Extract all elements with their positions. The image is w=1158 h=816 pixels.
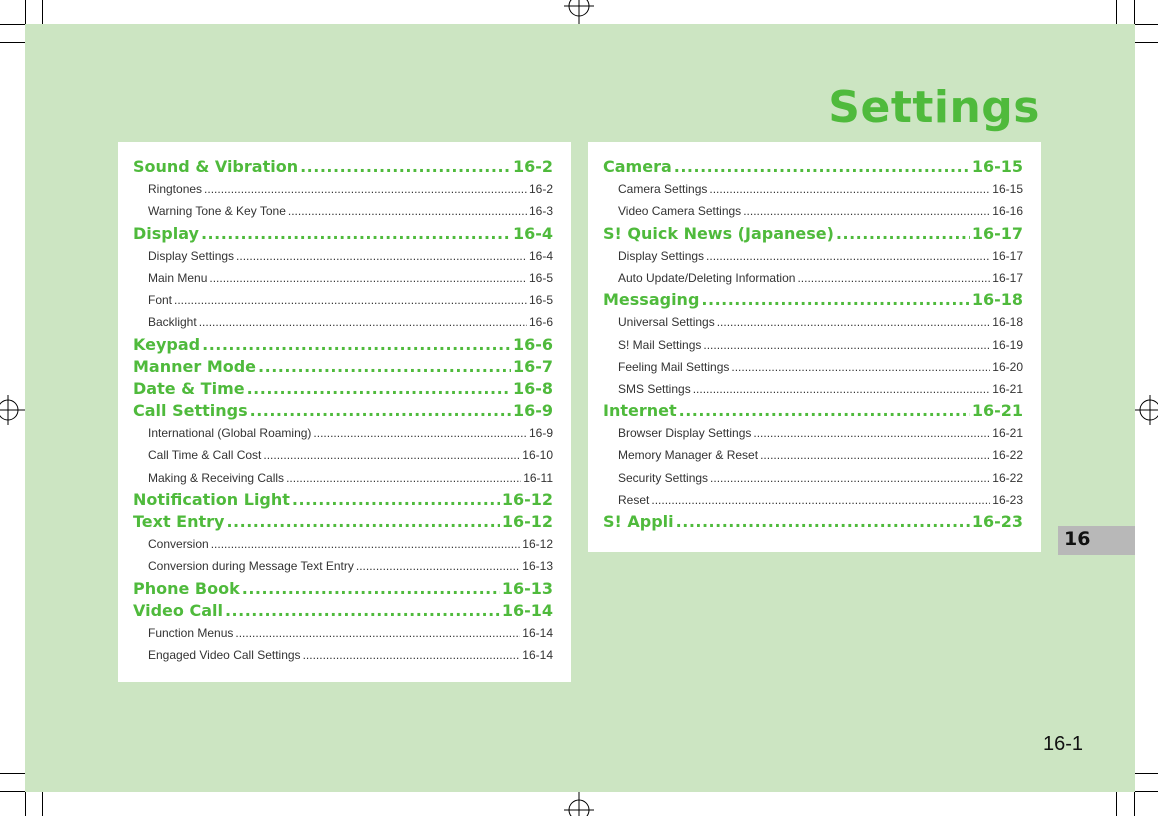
toc-item-label: Conversion during Message Text Entry	[148, 559, 354, 574]
dot-leader	[753, 422, 990, 444]
toc-section-label: Internet	[603, 401, 677, 421]
dot-leader	[235, 622, 520, 644]
dot-leader	[247, 378, 511, 400]
toc-section-label: S! Appli	[603, 512, 674, 531]
toc-page-ref: 16-15	[992, 182, 1023, 197]
toc-page-ref: 16-18	[971, 290, 1023, 310]
toc-section-entry[interactable]	[603, 223, 1023, 245]
toc-page-ref: 16-12	[522, 537, 553, 552]
crop-mark	[1134, 0, 1135, 24]
toc-page-ref: 16-21	[971, 401, 1023, 421]
toc-item-entry[interactable]	[133, 467, 553, 489]
dot-leader	[250, 400, 511, 422]
toc-page-ref: 16-12	[501, 489, 553, 509]
registration-mark-top	[560, 0, 598, 24]
toc-section-entry[interactable]	[133, 156, 553, 178]
crop-mark	[1135, 773, 1158, 774]
toc-page-ref: 16-13	[501, 578, 553, 598]
toc-section-label: Camera	[603, 157, 672, 176]
toc-page-ref: 16-11	[523, 470, 553, 485]
toc-page-ref: 16-2	[512, 157, 553, 176]
toc-page-ref: 16-4	[512, 223, 553, 243]
toc-item-label: Main Menu	[148, 270, 208, 285]
toc-section-label: Keypad	[133, 334, 201, 354]
toc-page-ref: 16-18	[992, 315, 1023, 330]
toc-section-label: Sound & Vibration	[133, 157, 299, 176]
toc-section-label: S! Quick News (Japanese)	[603, 223, 834, 243]
toc-section-label: Manner Mode	[133, 356, 257, 376]
toc-section-entry[interactable]	[133, 334, 553, 356]
toc-item-entry[interactable]	[603, 489, 1023, 511]
toc-item-entry[interactable]	[603, 178, 1023, 200]
dot-leader	[676, 511, 970, 533]
toc-item-entry[interactable]	[133, 267, 553, 289]
dot-leader	[703, 334, 990, 356]
toc-item-label: Reset	[618, 492, 650, 507]
toc-section-entry[interactable]	[133, 400, 553, 422]
toc-page-ref: 16-22	[992, 470, 1023, 485]
toc-page-ref: 16-22	[992, 448, 1023, 463]
toc-page-ref: 16-17	[971, 223, 1023, 243]
toc-page-ref: 16-6	[528, 315, 553, 330]
dot-leader	[709, 178, 990, 200]
toc-page-ref: 16-14	[522, 648, 553, 663]
toc-section-label: Date & Time	[133, 378, 245, 398]
toc-item-entry[interactable]	[133, 622, 553, 644]
toc-page-ref: 16-9	[512, 401, 553, 421]
toc-page-ref: 16-23	[971, 512, 1023, 531]
toc-left-column	[118, 142, 571, 682]
dot-leader	[679, 400, 970, 422]
toc-item-label: Making & Receiving Calls	[148, 470, 285, 485]
toc-section-label: Messaging	[603, 290, 700, 310]
toc-section-label: Phone Book	[133, 578, 240, 598]
chapter-tab	[1058, 526, 1135, 555]
toc-item-entry[interactable]	[603, 467, 1023, 489]
crop-mark	[0, 24, 25, 25]
toc-page-ref: 16-2	[528, 182, 553, 197]
toc-item-label: Camera Settings	[618, 182, 708, 197]
toc-item-label: SMS Settings	[618, 381, 691, 396]
toc-item-entry[interactable]	[133, 444, 553, 466]
toc-page-ref: 16-6	[512, 334, 553, 354]
toc-section-entry[interactable]	[133, 378, 553, 400]
dot-leader	[209, 267, 527, 289]
dot-leader	[226, 511, 499, 533]
dot-leader	[743, 200, 990, 222]
toc-item-entry[interactable]	[133, 533, 553, 555]
toc-section-label: Call Settings	[133, 401, 248, 421]
toc-item-entry[interactable]	[603, 356, 1023, 378]
toc-item-entry[interactable]	[603, 311, 1023, 333]
dot-leader	[258, 356, 511, 378]
toc-item-entry[interactable]	[603, 267, 1023, 289]
toc-item-label: Video Camera Settings	[618, 204, 742, 219]
toc-page-ref: 16-10	[522, 448, 553, 463]
crop-mark	[1135, 24, 1158, 25]
toc-page-ref: 16-8	[512, 378, 553, 398]
toc-page-ref: 16-16	[992, 204, 1023, 219]
dot-leader	[760, 444, 990, 466]
crop-mark	[42, 792, 43, 816]
dot-leader	[717, 311, 991, 333]
dot-leader	[202, 334, 511, 356]
toc-section-entry[interactable]	[603, 511, 1023, 533]
page-number: 16-1	[1043, 733, 1084, 755]
dot-leader	[300, 156, 511, 178]
toc-item-entry[interactable]	[133, 644, 553, 666]
toc-section-label: Display	[133, 223, 199, 243]
toc-section-entry[interactable]	[133, 600, 553, 622]
toc-page-ref: 16-5	[528, 293, 553, 308]
dot-leader	[313, 422, 527, 444]
toc-item-label: Call Time & Call Cost	[148, 448, 262, 463]
toc-section-label: Notification Light	[133, 489, 290, 509]
toc-page-ref: 16-21	[992, 426, 1023, 441]
toc-section-entry[interactable]	[133, 578, 553, 600]
toc-section-entry[interactable]	[133, 356, 553, 378]
toc-item-label: International (Global Roaming)	[148, 426, 312, 441]
dot-leader	[242, 578, 500, 600]
dot-leader	[174, 289, 527, 311]
toc-item-label: Memory Manager & Reset	[618, 448, 759, 463]
toc-page-ref: 16-5	[528, 270, 553, 285]
toc-item-label: Feeling Mail Settings	[618, 359, 730, 374]
toc-item-entry[interactable]	[133, 245, 553, 267]
toc-page-ref: 16-17	[992, 248, 1023, 263]
toc-page-ref: 16-14	[522, 625, 553, 640]
crop-mark	[0, 42, 25, 43]
toc-page-ref: 16-20	[992, 359, 1023, 374]
crop-mark	[1135, 42, 1158, 43]
registration-mark-bottom	[560, 792, 598, 816]
crop-mark	[1116, 0, 1117, 24]
toc-item-label: Security Settings	[618, 470, 709, 485]
dot-leader	[204, 178, 527, 200]
toc-page-ref: 16-13	[522, 559, 553, 574]
toc-item-label: Auto Update/Deleting Information	[618, 270, 796, 285]
dot-leader	[263, 444, 520, 466]
toc-item-entry[interactable]	[133, 422, 553, 444]
toc-section-entry[interactable]	[603, 289, 1023, 311]
registration-mark-right	[1135, 390, 1158, 430]
toc-item-entry[interactable]	[603, 422, 1023, 444]
dot-leader	[731, 356, 990, 378]
dot-leader	[674, 156, 970, 178]
toc-page-ref: 16-7	[512, 356, 553, 376]
toc-item-label: Browser Display Settings	[618, 426, 752, 441]
toc-page-ref: 16-17	[992, 270, 1023, 285]
crop-mark	[1134, 792, 1135, 816]
toc-page-ref: 16-14	[501, 600, 553, 620]
toc-page-ref: 16-23	[992, 492, 1023, 507]
chapter-tab-number: 16	[1064, 528, 1091, 550]
toc-page-ref: 16-12	[501, 512, 553, 531]
toc-page-ref: 16-21	[992, 381, 1023, 396]
dot-leader	[836, 223, 970, 245]
dot-leader	[199, 311, 527, 333]
dot-leader	[292, 489, 500, 511]
crop-mark	[42, 0, 43, 24]
toc-item-label: Conversion	[148, 537, 209, 552]
dot-leader	[211, 533, 521, 555]
toc-section-label: Video Call	[133, 600, 223, 620]
toc-item-label: Warning Tone & Key Tone	[148, 204, 286, 219]
toc-item-entry[interactable]	[603, 200, 1023, 222]
toc-item-label: Backlight	[148, 315, 197, 330]
dot-leader	[651, 489, 990, 511]
toc-page-ref: 16-4	[528, 248, 553, 263]
page-title: Settings	[828, 82, 1040, 133]
toc-page-ref: 16-9	[528, 426, 553, 441]
toc-item-entry[interactable]	[133, 178, 553, 200]
toc-item-entry[interactable]	[603, 334, 1023, 356]
toc-section-entry[interactable]	[603, 156, 1023, 178]
toc-section-entry[interactable]	[603, 400, 1023, 422]
toc-right-column	[588, 142, 1041, 552]
toc-item-label: Display Settings	[618, 248, 705, 263]
crop-mark	[1135, 791, 1158, 792]
toc-item-entry[interactable]	[603, 245, 1023, 267]
dot-leader	[701, 289, 969, 311]
toc-section-label: Text Entry	[133, 512, 225, 531]
toc-page-ref: 16-15	[971, 157, 1023, 176]
dot-leader	[710, 467, 990, 489]
dot-leader	[706, 245, 990, 267]
dot-leader	[356, 555, 520, 577]
toc-section-entry[interactable]	[133, 489, 553, 511]
crop-mark	[1116, 792, 1117, 816]
toc-item-entry[interactable]	[133, 311, 553, 333]
toc-item-label: S! Mail Settings	[618, 337, 702, 352]
toc-item-label: Font	[148, 293, 173, 308]
registration-mark-left	[0, 390, 25, 430]
toc-item-entry[interactable]	[603, 444, 1023, 466]
toc-item-label: Universal Settings	[618, 315, 715, 330]
toc-section-entry[interactable]	[133, 223, 553, 245]
dot-leader	[693, 378, 991, 400]
toc-item-label: Engaged Video Call Settings	[148, 648, 301, 663]
dot-leader	[288, 200, 527, 222]
crop-mark	[0, 791, 25, 792]
dot-leader	[225, 600, 500, 622]
toc-item-label: Ringtones	[148, 182, 203, 197]
dot-leader	[286, 467, 521, 489]
toc-section-entry[interactable]	[133, 511, 553, 533]
toc-item-label: Display Settings	[148, 248, 235, 263]
toc-page-ref: 16-3	[528, 204, 553, 219]
dot-leader	[303, 644, 521, 666]
dot-leader	[201, 223, 511, 245]
toc-item-entry[interactable]	[133, 200, 553, 222]
crop-mark	[25, 0, 26, 24]
toc-item-entry[interactable]	[133, 289, 553, 311]
toc-page-ref: 16-19	[992, 337, 1023, 352]
crop-mark	[0, 773, 25, 774]
crop-mark	[25, 792, 26, 816]
toc-item-entry[interactable]	[133, 555, 553, 577]
dot-leader	[236, 245, 527, 267]
toc-item-label: Function Menus	[148, 625, 234, 640]
dot-leader	[797, 267, 990, 289]
toc-item-entry[interactable]	[603, 378, 1023, 400]
